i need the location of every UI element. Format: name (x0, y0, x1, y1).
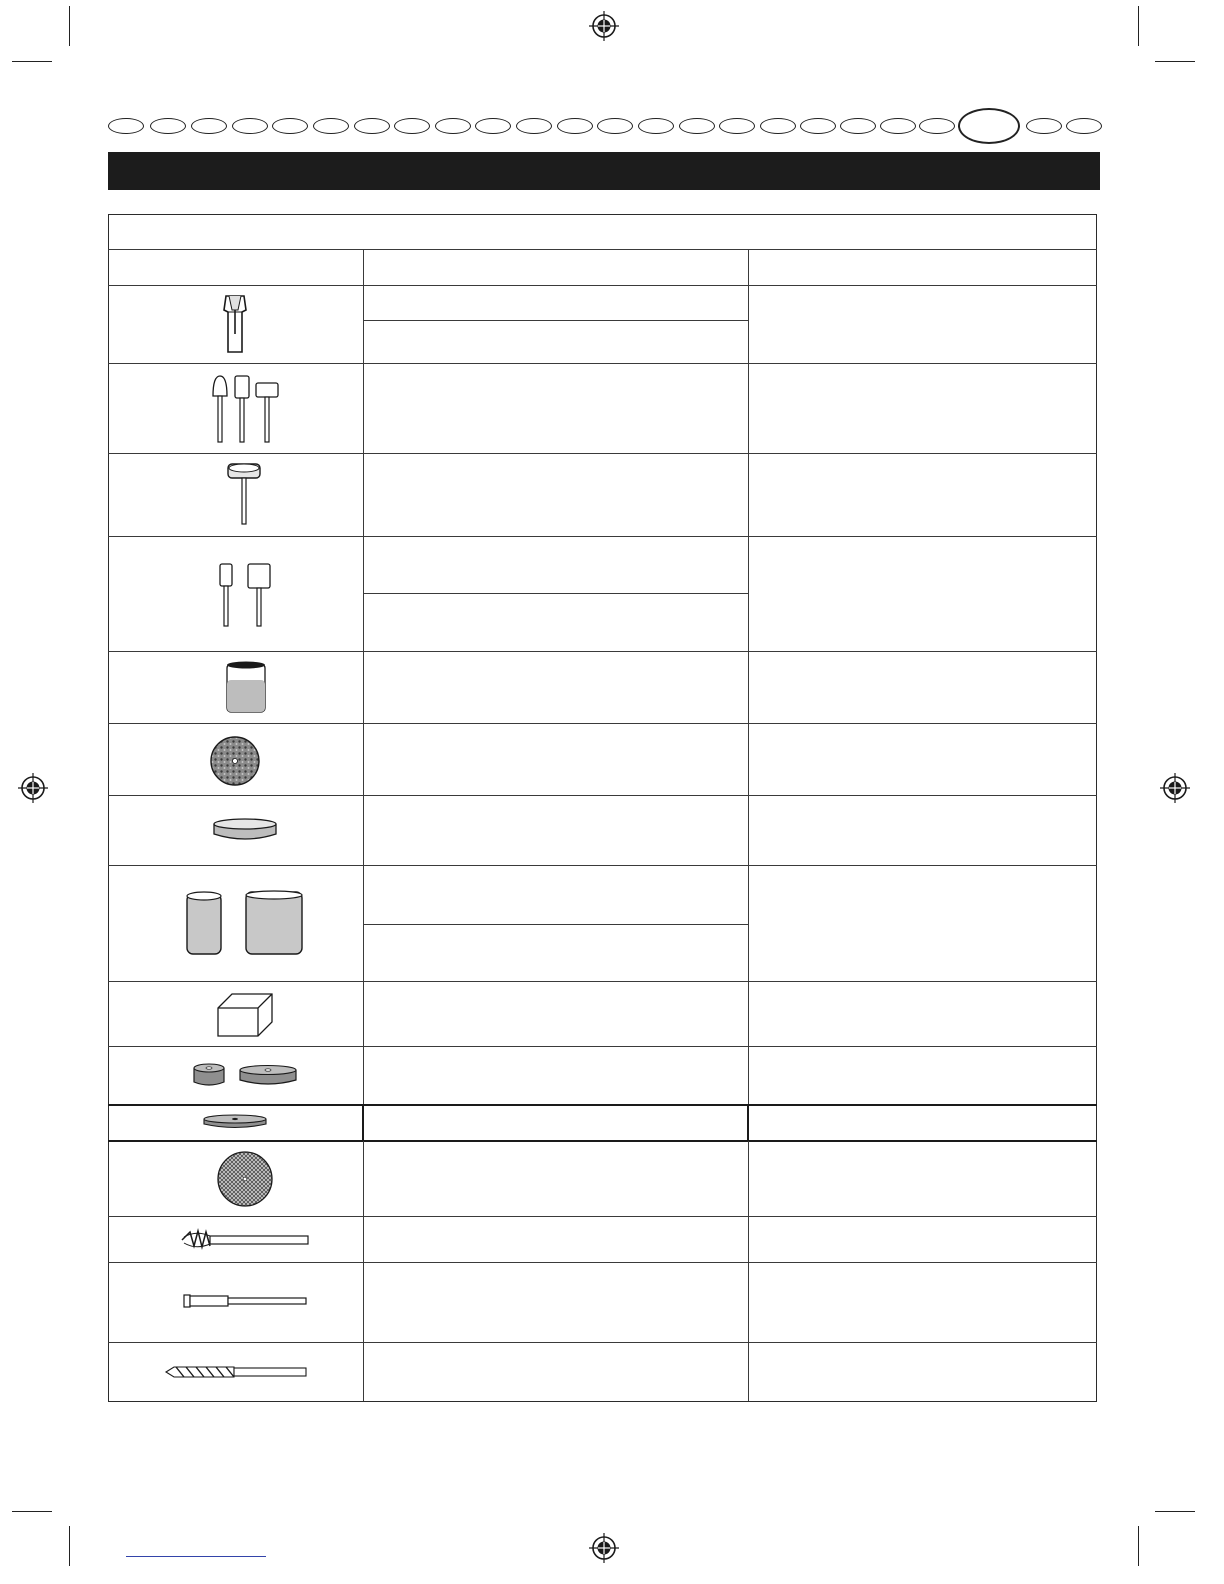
table-rule (108, 1262, 1097, 1263)
crop-mark-bottom-left-horizontal (12, 1511, 52, 1512)
crop-mark-bottom-right-vertical (1138, 1526, 1139, 1566)
language-tab[interactable] (150, 118, 186, 134)
abrasive-disc-icon (208, 734, 262, 788)
table-rule (108, 865, 1097, 866)
registration-mark-bottom-icon (588, 1532, 620, 1564)
registration-mark-left-icon (17, 772, 49, 804)
grinding-wheels-icon (192, 1062, 300, 1090)
table-rule-sub (363, 593, 748, 594)
language-tab[interactable] (679, 118, 715, 134)
crop-mark-top-right-vertical (1138, 6, 1139, 46)
table-rule (108, 981, 1097, 982)
language-tab[interactable] (232, 118, 268, 134)
table-rule (108, 1216, 1097, 1217)
table-rule (108, 285, 1097, 286)
registration-mark-right-icon (1159, 772, 1191, 804)
language-tab[interactable] (272, 118, 308, 134)
sanding-bands-icon (184, 888, 306, 958)
table-rule (108, 453, 1097, 454)
language-tab[interactable] (880, 118, 916, 134)
crop-mark-top-left-vertical (69, 6, 70, 46)
crop-mark-top-right-horizontal (1155, 61, 1195, 62)
screw-mandrel-icon (180, 1228, 310, 1252)
felt-wheel-icon (226, 462, 262, 526)
table-rule (108, 1046, 1097, 1047)
crop-mark-bottom-left-vertical (69, 1526, 70, 1566)
table-rule-sub (363, 320, 748, 321)
language-tab[interactable] (840, 118, 876, 134)
table-column-divider (748, 249, 749, 1401)
table-rule (108, 363, 1097, 364)
sanding-drums-icon (214, 560, 274, 628)
drill-bit-icon (164, 1362, 308, 1382)
language-tab[interactable] (1066, 118, 1102, 134)
cutoff-wheel-icon (202, 1113, 268, 1131)
table-column-divider (363, 249, 364, 1401)
language-tab[interactable] (354, 118, 390, 134)
table-rule (108, 536, 1097, 537)
table-rule (108, 795, 1097, 796)
cleaning-block-icon (216, 992, 274, 1038)
section-header-bar (108, 152, 1100, 190)
language-tab[interactable] (719, 118, 755, 134)
table-rule (108, 249, 1097, 250)
language-tab[interactable] (435, 118, 471, 134)
language-tab[interactable] (108, 118, 144, 134)
crop-mark-top-left-horizontal (12, 61, 52, 62)
table-column-divider-bold (362, 1104, 364, 1141)
table-rule (108, 723, 1097, 724)
grinding-stones-icon (208, 374, 284, 444)
language-tab[interactable] (516, 118, 552, 134)
language-tab[interactable] (394, 118, 430, 134)
table-rule-bold (108, 1104, 1097, 1106)
table-rule-bold (108, 1140, 1097, 1142)
mesh-cutting-disc-icon (216, 1150, 274, 1208)
table-rule-sub (363, 924, 748, 925)
table-rule (108, 1342, 1097, 1343)
language-tab[interactable] (638, 118, 674, 134)
language-tab[interactable] (191, 118, 227, 134)
language-tab[interactable] (919, 118, 955, 134)
language-tab[interactable] (1026, 118, 1062, 134)
language-tabs (108, 108, 1102, 148)
table-rule (108, 651, 1097, 652)
language-tab[interactable] (597, 118, 633, 134)
mandrel-icon (182, 1292, 308, 1310)
language-tab[interactable] (800, 118, 836, 134)
felt-polishing-wheel-icon (212, 816, 278, 844)
polishing-compound-jar-icon (224, 660, 268, 716)
registration-mark-top-icon (588, 10, 620, 42)
table-column-divider-bold (747, 1104, 749, 1141)
language-tab[interactable] (313, 118, 349, 134)
language-tab[interactable] (760, 118, 796, 134)
language-tab[interactable] (475, 118, 511, 134)
language-tab-active[interactable] (958, 108, 1020, 144)
language-tab[interactable] (557, 118, 593, 134)
footer-link-underline[interactable] (126, 1556, 266, 1557)
crop-mark-bottom-right-horizontal (1155, 1511, 1195, 1512)
router-collet-icon (220, 294, 250, 354)
